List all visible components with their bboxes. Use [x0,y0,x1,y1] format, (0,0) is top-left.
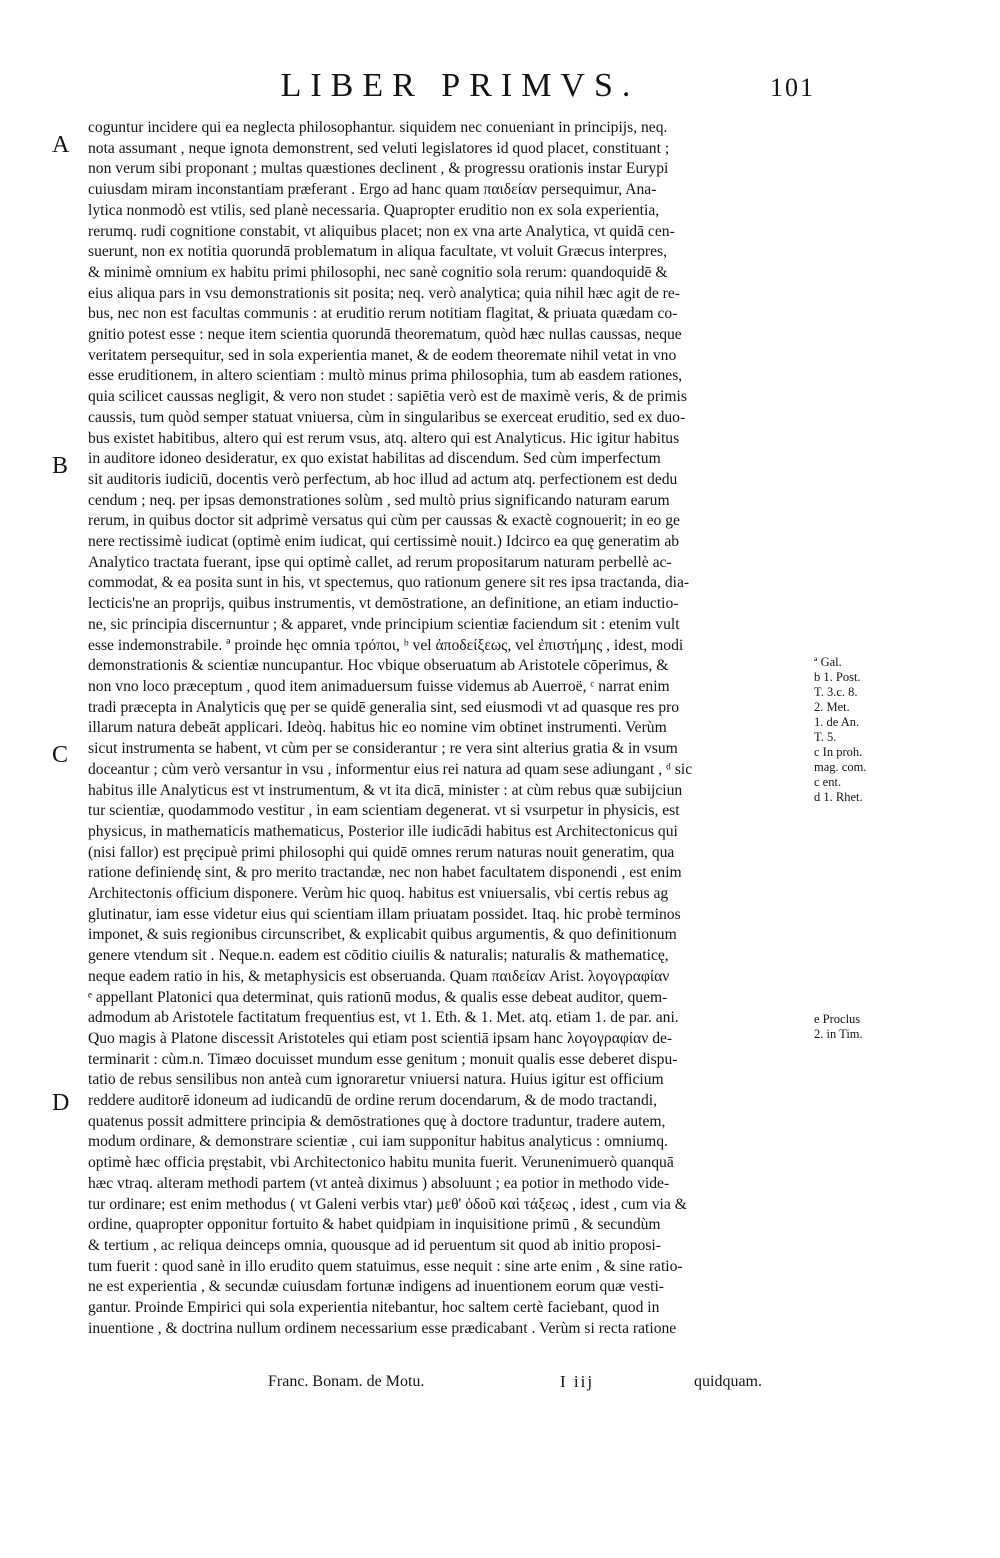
text-line: demonstrationis & scientiæ nuncupantur. Hoc vbique obseruatum ab Aristotele cōperimus, & [88,657,669,675]
marginal-note: 2. in Tim. [814,1027,863,1041]
running-title: LIBER PRIMVS. [280,67,640,104]
text-line: eius aliqua pars in vsu demonstrationis sit posita; neq. verò analytica; quia nihil hæc agit de re- [88,284,680,302]
text-line: esse eruditionem, in altero scientiam : multò minus prima philosophia, tum ab easdem rationes, [88,367,683,385]
text-line: terminarit : cùm.n. Timæo docuisset mundum esse genitum ; monuit qualis esse deberet dispu- [88,1050,678,1068]
marginal-note: c In proh. [814,745,863,759]
marginal-notes-upper [814,655,954,805]
text-line: (nisi fallor) est pręcipuè primi philosophi qui quidē omnes rerum naturas nouit generatim, qua [88,843,675,861]
text-line: non verum sibi proponant ; multas quæstiones declinent , & progressu orationis instar Eurypi [88,160,669,178]
marginal-notes-lower [814,1012,954,1042]
text-line: sit auditoris iudiciū, docentis verò perfectum, ab hoc illud ad actum atq. perfectionem est dedu [88,470,678,488]
text-line: suerunt, non ex notitia quorundā problematum in aliqua facultate, vt voluit Græcus interpres, [88,243,667,261]
text-line: doceantur ; cùm verò versantur in vsu , informentur eius rei natura ad quam sese adiungant , ᵈ sic [88,760,693,778]
text-line: rerum, in quibus doctor sit adprimè versatus qui cùm per caussas & exactè cognouerit; in eo ge [88,512,680,530]
text-line: cendum ; neq. per ipsas demonstrationes solùm , sed multò prius significando naturam earum [88,491,670,509]
text-line: gantur. Proinde Empirici qui sola experientia nitebantur, hoc saltem certè faciebant, quod in [88,1299,660,1317]
text-line: nere rectissimè iudicat (optimè enim iudicat, qui certissimè nouit.) Idcirco ea quę generatim ab [88,533,680,551]
marginal-note: T. 3.c. 8. [814,685,858,699]
text-line: & minimè omnium ex habitu primi philosophi, nec sanè cognitio sola rerum: quandoquidē & [88,263,668,281]
marginal-note: mag. com. [814,760,867,774]
text-line: Quo magis à Platone discessit Aristoteles qui etiam post scientiā ipsam hanc λογογραφίαν de- [88,1029,673,1047]
text-line: ᵉ appellant Platonici qua determinat, quis rationū modus, & qualis esse debeat auditor, quem- [88,988,668,1006]
text-line: ordine, quapropter opponitur fortuito & habet quidpiam in inquisitione primū , & secundùm [88,1216,661,1234]
marginal-note: 2. Met. [814,700,850,714]
text-line: Architectonis officium disponere. Verùm hic quoq. habitus est vniuersalis, vbi certis rebus ag [88,885,669,903]
text-line: habitus ille Analyticus est vt instrumentum, & vt ita dicā, minister : at cùm rebus quæ subijciun [88,781,683,799]
text-line: in auditore idoneo desideratur, ex quo existat habilitas ad discendum. Sed cùm imperfectum [88,450,661,468]
text-line: veritatem persequitur, sed in sola experientia manet, & de eodem theoremate nihil vetat in vno [88,346,677,364]
text-line: Analytico tractata fuerant, ipse qui optimè callet, ad rerum propositarum naturam perbellè ac- [88,553,672,571]
marginal-note: ª Gal. [814,655,842,669]
text-line: neque eadem ratio in his, & metaphysicis est obseruanda. Quam παιδείαν Arist. λογογραφίαν [88,967,670,985]
text-line: ratione definiendę sint, & pro merito tractandæ, nec non habet facultatem disponendi , est enim [88,864,682,882]
text-line: admodum ab Aristotele factitatum frequentius est, vt 1. Eth. & 1. Met. atq. etiam 1. de par. ani. [88,1009,679,1027]
text-line: caussis, tum quòd semper statuat vniuersa, cùm in singularibus se exerceat eruditio, sed ex duo- [88,408,686,426]
text-line: coguntur incidere qui ea neglecta philosophantur. siquidem nec conueniant in principijs, neq. [88,119,668,136]
text-line: gnitio potest esse : neque item scientia quorundā theorematum, quòd hæc nullas caussas, neque [88,326,682,344]
text-line: tur ordinare; est enim methodus ( vt Galeni verbis vtar) μεθ' ὁδοῦ καὶ τάξεως , idest , cum via & [88,1195,687,1213]
signature-mark: I iij [560,1372,595,1391]
text-line: optimè hæc officia pręstabit, vbi Architectonico habitu munita fuerit. Verunenimuerò quanquā [88,1154,674,1172]
text-line: ne, sic principia discernuntur ; & apparet, vnde principium scientiæ faciendum sit : etenim vult [88,615,680,633]
text-line: sicut instrumenta se habent, vt cùm per se considerantur ; re vera sint alterius gratia & in vsum [88,740,678,758]
text-line: genere vtendum sit . Neque.n. eadem est cōditio ciuilis & naturalis; naturalis & mathematicę, [88,947,669,965]
text-line: non vno loco præceptum , quod item animaduersum fuisse videmus ab Auerroë, ᶜ narrat enim [88,677,670,695]
text-line: cuiusdam miram inconstantiam præferant . Ergo ad hanc quam παιδείαν persequimur, Ana- [88,181,657,199]
text-line: rerumq. rudi cognitione constabit, vt aliquibus placet; non ex vna arte Analytica, vt quidā cen- [88,222,675,240]
section-letter-b: B [52,453,69,479]
text-line: reddere auditorē idoneum ad iudicandū de ordine rerum docendarum, & de modo tractandi, [88,1092,657,1110]
catchword: quidquam. [694,1373,762,1390]
text-line: quia scilicet caussas negligit, & vero non studet : sapiētia verò est de maximè veris, & de primis [88,388,687,406]
section-letter-d: D [52,1090,70,1116]
marginal-note: 1. de An. [814,715,860,729]
text-line: bus existet habitibus, altero qui est rerum vsus, atq. altero qui est Analyticus. Hic igitur habitus [88,429,680,447]
text-line: ne est experientia , & secundæ cuiusdam fortunæ indigens ad inuentionem eorum quæ vesti- [88,1278,664,1296]
text-line: inuentione , & doctrina nullum ordinem necessarium esse prædicabant . Verùm si recta ratione [88,1319,677,1337]
text-line: hæc vtraq. alteram methodi partem (vt anteà diximus ) absoluunt ; ea potior in methodo vide- [88,1174,670,1192]
section-letter-c: C [52,742,69,768]
text-line: physicus, in mathematicis mathematicus, Posterior ille iudicādi habitus est Architectonicus qui [88,822,678,840]
text-line: modum ordinare, & demonstrare scientiæ , cui iam supponitur habitus analyticus : omniumq. [88,1133,668,1151]
text-line: esse indemonstrabile. ª proinde hęc omnia τρόποι, ᵇ vel ἀποδείξεως, vel ἐπιστήμης , idest, modi [88,636,684,654]
marginal-note: T. 5. [814,730,837,744]
marginal-note: e Proclus [814,1012,861,1026]
text-line: & tertium , ac reliqua deinceps omnia, quousque ad id peruentum sit quod ab initio proposi- [88,1236,661,1254]
body-text [88,118,810,1339]
text-line: nota assumant , neque ignota demonstrent, sed veluti legislatores id quod placet, constituant ; [88,139,670,157]
text-line: imponet, & suis regionibus circunscribet, & explicabit quibus argumentis, & quo definitionum [88,926,677,944]
text-line: tum fuerit : quod sanè in illo erudito quem statuimus, esse nequit : sine arte enim , & sine ratio- [88,1257,683,1275]
text-line: commodat, & ea posita sunt in his, vt spectemus, quo rationum genere sit res ipsa tractanda, dia- [88,574,690,592]
page-number: 101 [770,73,815,102]
text-line: tur scientiæ, quodammodo vestitur , in eam scientiam degenerat. vt si vsurpetur in physicis, est [88,802,680,820]
text-line: lecticis'ne an proprijs, quibus instrumentis, vt demōstratione, an definitione, an etiam inductio- [88,595,679,613]
marginal-note: d 1. Rhet. [814,790,863,804]
text-line: illarum natura debeāt applicari. Ideòq. habitus hic eo nomine vim obtinet instrumenti. Verùm [88,719,667,737]
section-letter-a: A [52,132,70,158]
text-line: bus, nec non est facultas communis : at eruditio rerum notitiam flagitat, & priuata quædam co- [88,305,678,323]
marginal-note: b 1. Post. [814,670,861,684]
text-line: tatio de rebus sensilibus non anteà cum ignoraretur vniuersi natura. Huius igitur est officium [88,1071,664,1089]
text-line: lytica nonmodò est vtilis, sed planè necessaria. Quapropter eruditio non ex sola experientia, [88,201,660,219]
marginal-note: c ent. [814,775,842,789]
text-line: glutinatur, iam esse videtur eius qui scientiam illam priuatam possidet. Itaq. hic probè terminos [88,905,681,923]
footer-author: Franc. Bonam. de Motu. [268,1373,425,1390]
text-line: tradi præcepta in Analyticis quę per se quidē generalia sint, sed eiusmodi vt ad quasque res pro [88,698,680,716]
text-line: quatenus possit admittere principia & demōstrationes quę à doctore traduntur, tradere autem, [88,1112,666,1130]
